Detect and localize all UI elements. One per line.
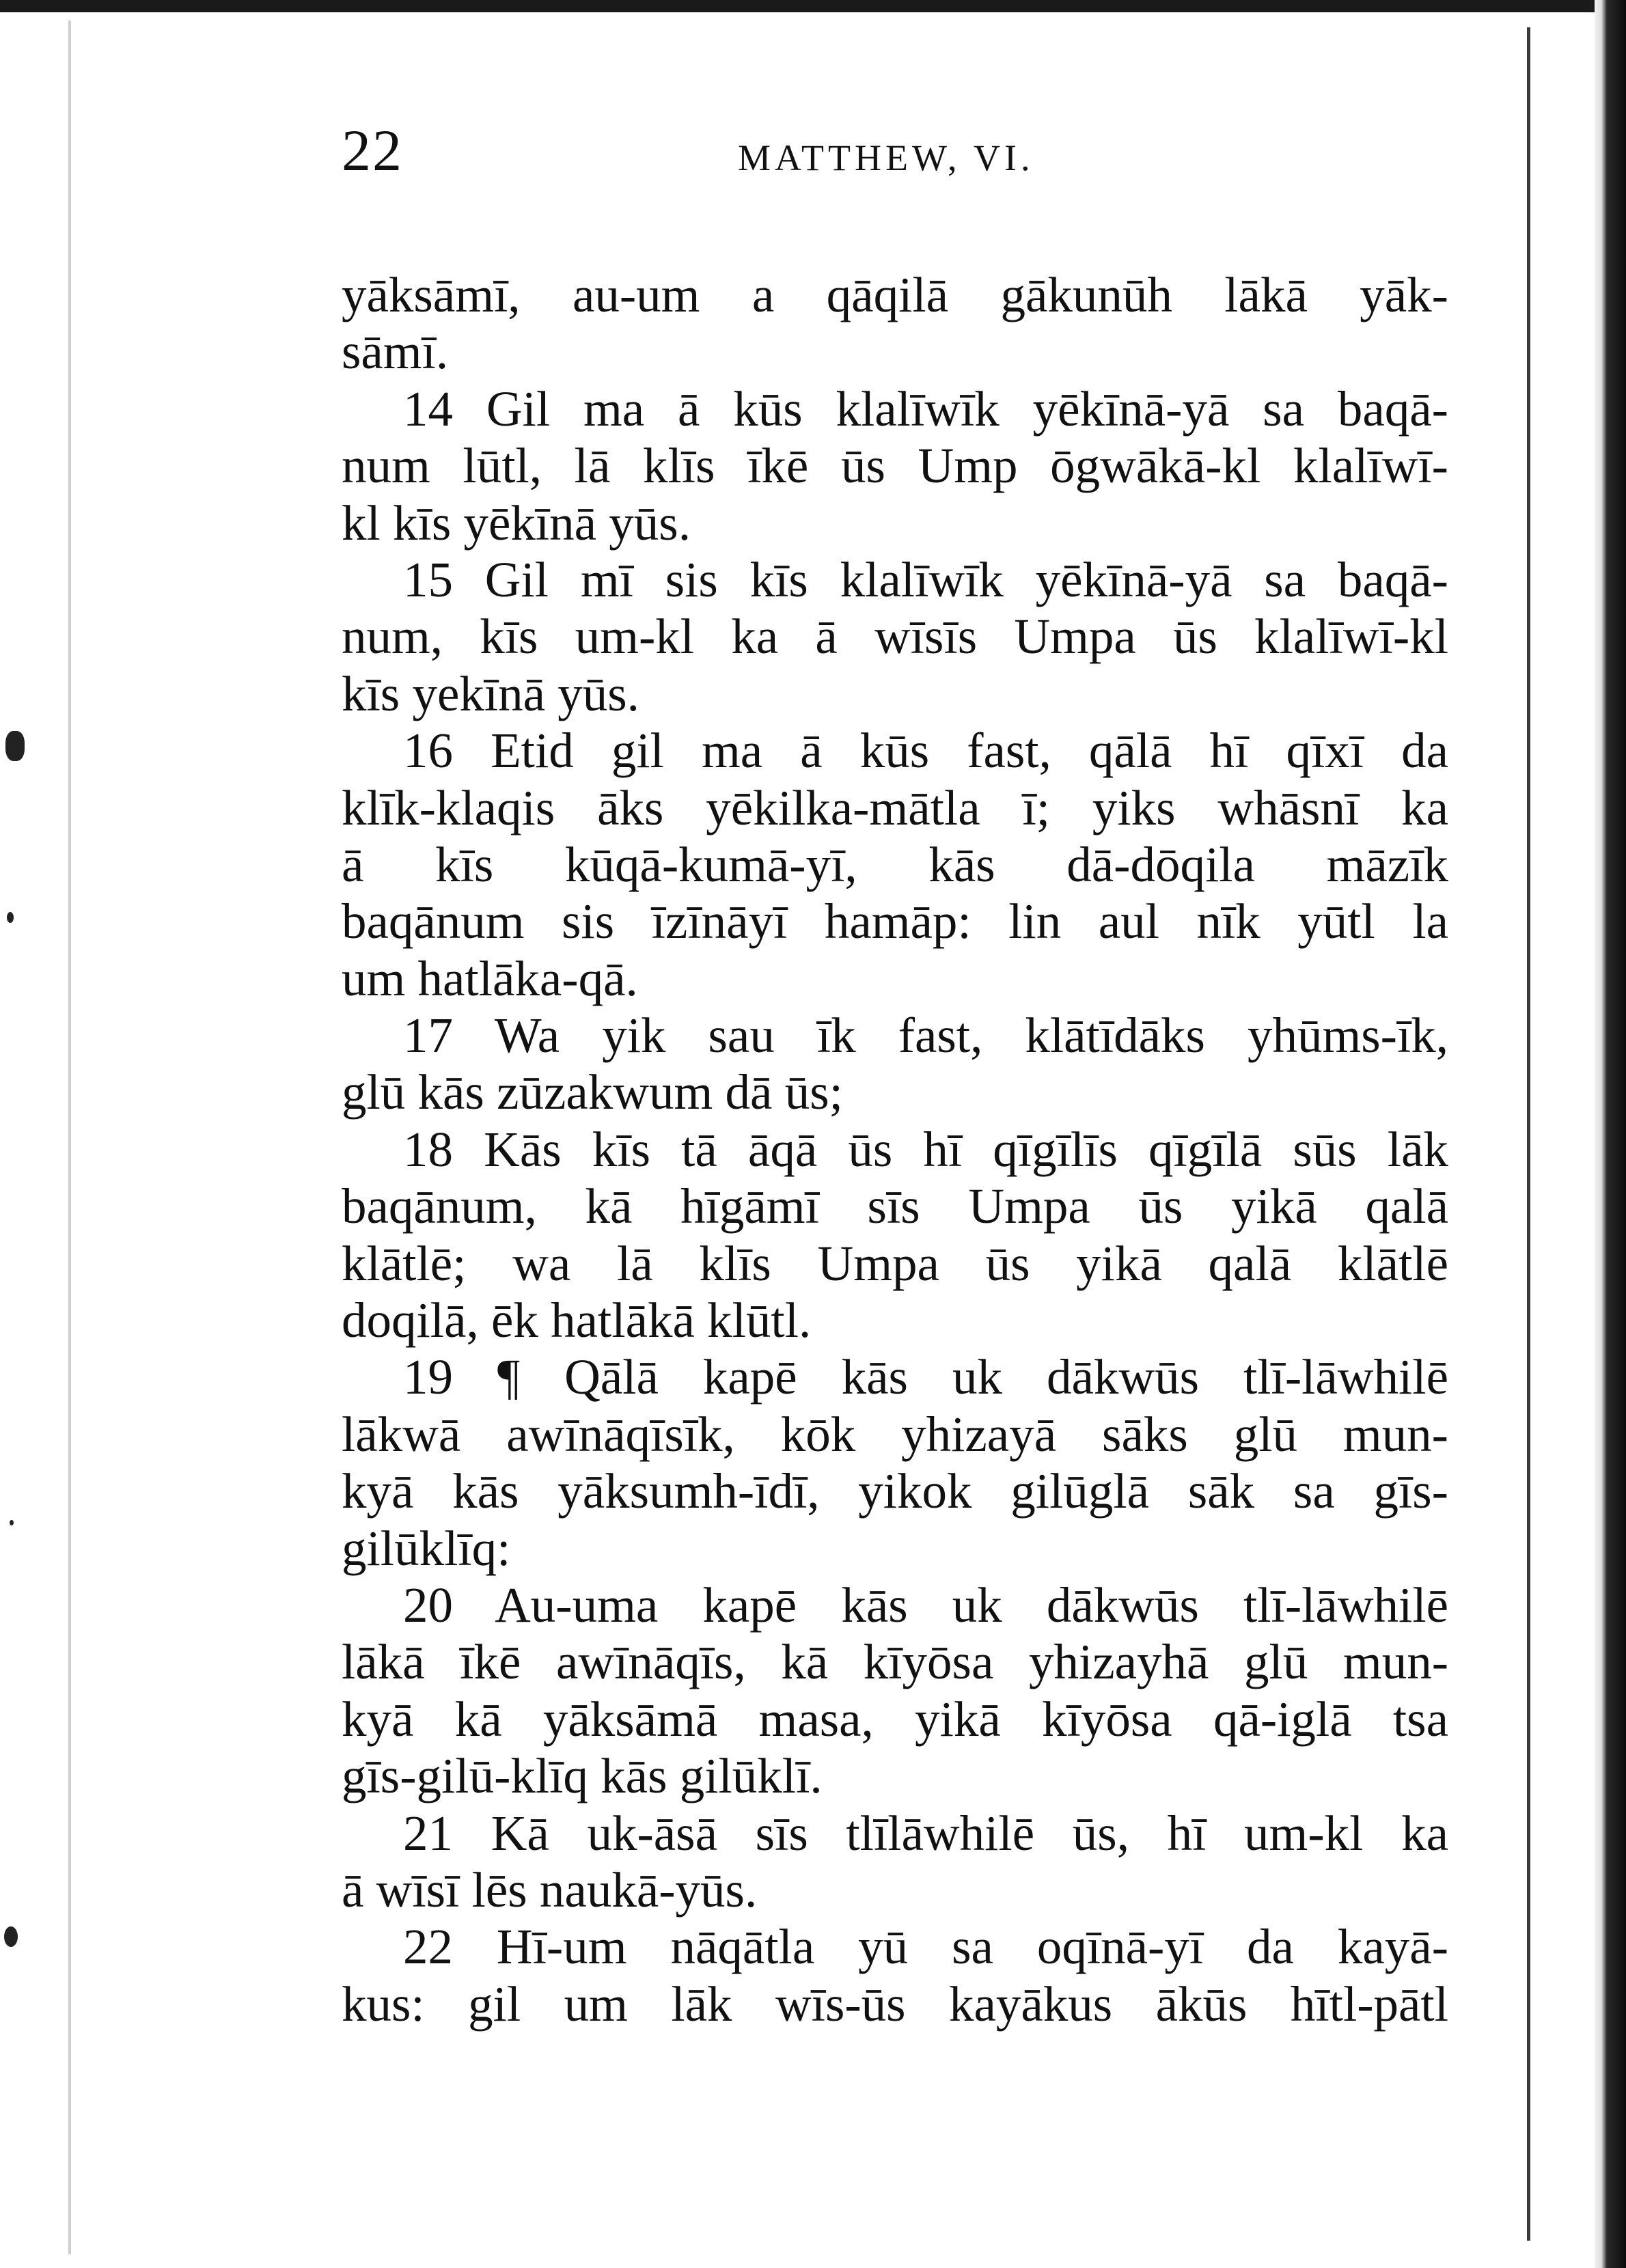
scan-speck — [4, 1926, 18, 1947]
text-line: kīs yekīnā yūs. — [342, 665, 639, 721]
text-line: 18 Kās kīs tā āqā ūs hī qīgīlīs qīgīlā sūs lāk — [403, 1121, 1448, 1177]
text-line: 22 Hī-um nāqātla yū sa oqīnā-yī da kayā- — [403, 1919, 1448, 1975]
text-line: kl kīs yēkīnā yūs. — [342, 495, 691, 551]
text-line: ā kīs kūqā-kumā-yī, kās dā-dōqila māzīk — [342, 836, 1448, 892]
text-line: ā wīsī lēs naukā-yūs. — [342, 1862, 758, 1918]
scan-edge-right — [1595, 0, 1626, 2268]
scan-edge-top — [0, 0, 1626, 12]
text-line: klīk-klaqis āks yēkilka-mātla ī; yiks whāsnī ka — [342, 779, 1448, 835]
text-line: 20 Au-uma kapē kās uk dākwūs tlī-lāwhilē — [403, 1577, 1448, 1633]
text-line: baqānum, kā hīgāmī sīs Umpa ūs yikā qalā — [342, 1178, 1448, 1234]
text-line: kyā kās yāksumh-īdī, yikok gilūglā sāk sa gīs- — [342, 1463, 1448, 1519]
text-line: num lūtl, lā klīs īkē ūs Ump ōgwākā-kl klalīwī- — [342, 438, 1448, 494]
text-line: doqilā, ēk hatlākā klūtl. — [342, 1292, 812, 1349]
running-head — [342, 109, 1448, 198]
text-line: 16 Etid gil ma ā kūs fast, qālā hī qīxī da — [403, 723, 1448, 779]
text-line: glū kās zūzakwum dā ūs; — [342, 1064, 843, 1120]
text-line: gilūklīq: — [342, 1520, 511, 1576]
text-line: sāmī. — [342, 324, 449, 380]
text-line: yāksāmī, au-um a qāqilā gākunūh lākā yāk- — [342, 267, 1448, 322]
text-line: lākā īkē awīnāqīs, kā kīyōsa yhizayhā glū mun- — [342, 1634, 1448, 1690]
text-line: 15 Gil mī sis kīs klalīwīk yēkīnā-yā sa baqā- — [403, 551, 1448, 607]
text-line: lākwā awīnāqīsīk, kōk yhizayā sāks glū mun- — [342, 1406, 1448, 1462]
scan-speck — [10, 1520, 14, 1525]
page-shadow-left — [68, 20, 71, 2254]
text-line: gīs-gilū-klīq kās gilūklī. — [342, 1748, 823, 1804]
text-line: 21 Kā uk-āsā sīs tlīlāwhilē ūs, hī um-kl ka — [403, 1805, 1448, 1861]
page-rule-right — [1527, 27, 1530, 2241]
page-number: 22 — [342, 117, 403, 183]
text-body — [342, 266, 1448, 2032]
text-line: 17 Wa yik sau īk fast, klātīdāks yhūms-īk, — [403, 1008, 1448, 1064]
text-line: kus: gil um lāk wīs-ūs kayākus ākūs hītl-pātl — [342, 1976, 1448, 2032]
text-line: baqānum sis īzīnāyī hamāp: lin aul nīk yūtl la — [342, 894, 1448, 950]
text-line: kyā kā yāksāmā masa, yikā kīyōsa qā-iglā tsa — [342, 1691, 1448, 1747]
text-line: num, kīs um-kl ka ā wīsīs Umpa ūs klalīwī-kl — [342, 609, 1448, 665]
text-line: 19 ¶ Qālā kapē kās uk dākwūs tlī-lāwhilē — [403, 1349, 1448, 1405]
scan-speck — [7, 912, 14, 923]
scan-speck — [5, 731, 25, 761]
text-line: um hatlāka-qā. — [342, 950, 638, 1006]
running-title: MATTHEW, VI. — [738, 137, 1034, 178]
text-line: klātlē; wa lā klīs Umpa ūs yikā qalā klātlē — [342, 1235, 1448, 1291]
text-line: 14 Gil ma ā kūs klalīwīk yēkīnā-yā sa baqā- — [403, 381, 1448, 437]
book-page — [342, 109, 1448, 2032]
